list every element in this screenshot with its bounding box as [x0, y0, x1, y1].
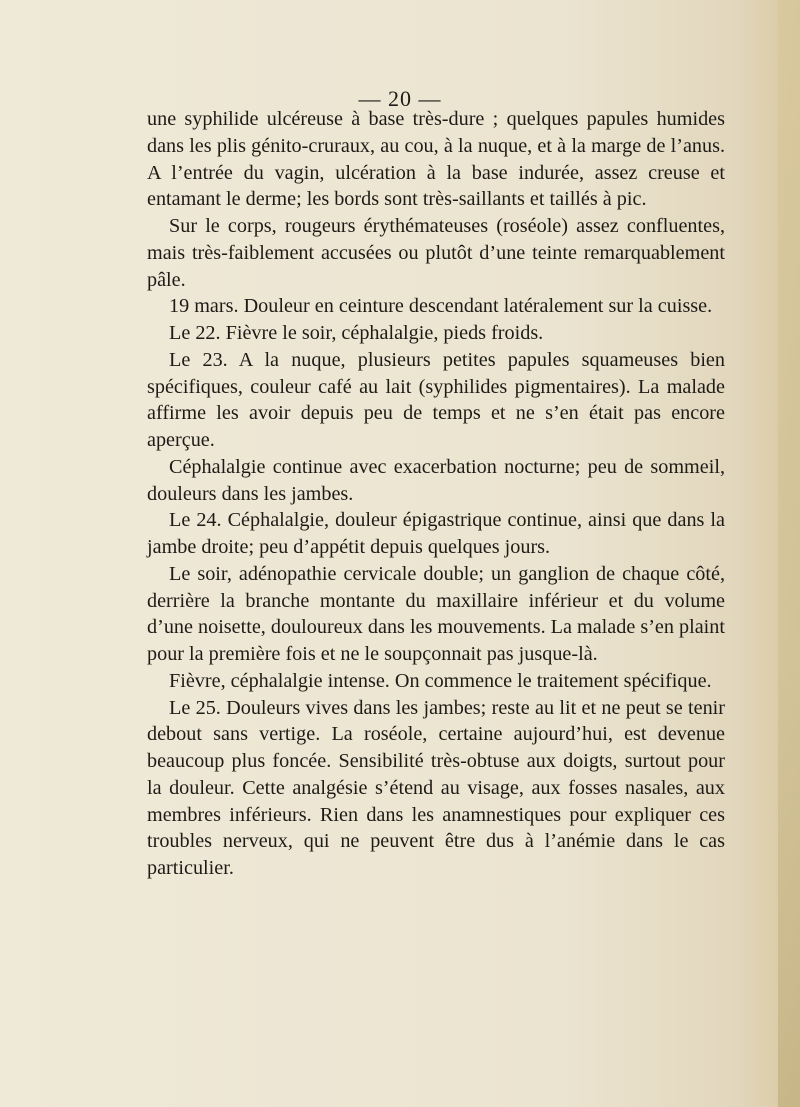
paragraph: Fièvre, céphalalgie intense. On commence le traitement spécifique.: [169, 669, 712, 692]
paragraph: Sur le corps, rougeurs érythémateuses (roséole) assez confluentes, mais très-faiblement accusées ou plutôt d’une teinte remarquablement pâle.: [147, 215, 725, 291]
paragraph: Le 24. Céphalalgie, douleur épigastrique continue, ainsi que dans la jambe droite; peu d’appétit depuis quelques jours.: [147, 509, 725, 558]
paragraph: Céphalalgie continue avec exacerbation nocturne; peu de sommeil, douleurs dans les jambes.: [147, 455, 725, 505]
page-edge: [778, 0, 800, 1107]
body-text: [147, 106, 725, 882]
paragraph: une syphilide ulcéreuse à base très-dure ; quelques papules humides dans les plis génito-cruraux, au cou, à la nuque, et à la marge de l’anus. A l’entrée du vagin, ulcération à la base indurée, assez creuse et entamant le derme; les bords sont très-saillants et taillés à pic.: [147, 108, 725, 211]
paragraph: Le 22. Fièvre le soir, céphalalgie, pieds froids.: [169, 322, 544, 344]
paragraph: Le 23. A la nuque, plusieurs petites papules squameuses bien spécifiques, couleur café au lait (syphilides pigmentaires). La malade affirme les avoir depuis peu de temps et ne s’en était pas encore aperçue.: [147, 348, 725, 451]
page-number: — 20 —: [358, 86, 442, 111]
paragraph: Le soir, adénopathie cervicale double; un ganglion de chaque côté, derrière la branche montante du maxillaire inférieur et du volume d’une noisette, douloureux dans les mouvements. La malade s’en plaint pour la première fois et ne le soupçonnait pas jusque-là.: [147, 562, 725, 665]
paragraph: Le 25. Douleurs vives dans les jambes; reste au lit et ne peut se tenir debout sans vertige. La roséole, certaine aujourd’hui, est devenue beaucoup plus foncée. Sensibilité très-obtuse aux doigts, surtout pour la douleur. Cette analgésie s’étend au visage, aux fosses nasales, aux membres inférieurs. Rien dans les anamnestiques pour expliquer ces troubles nerveux, qui ne peuvent être dus à l’anémie dans le cas particulier.: [147, 696, 725, 879]
paragraph: 19 mars. Douleur en ceinture descendant latéralement sur la cuisse.: [169, 295, 713, 318]
